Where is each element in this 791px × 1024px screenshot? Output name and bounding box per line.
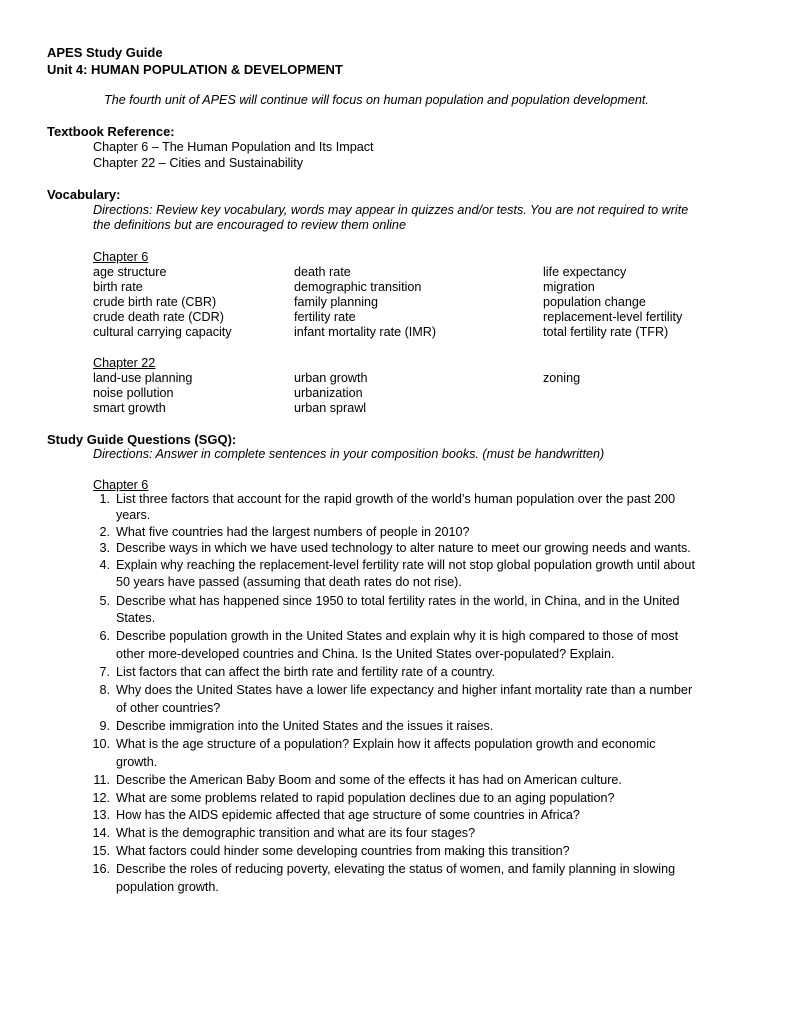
question-text: How has the AIDS epidemic affected that age structure of some countries in Africa? (116, 808, 580, 822)
question-number: 1. (99, 492, 110, 506)
question-number: 5. (99, 594, 110, 608)
vocabulary-directions-1: Directions: Review key vocabulary, words may appear in quizzes and/or tests. You are not required to write (93, 203, 689, 217)
vocab-term: smart growth (93, 401, 166, 415)
question-number: 13. (92, 808, 110, 822)
vocab-term: land-use planning (93, 371, 193, 385)
vocab-term: age structure (93, 265, 167, 279)
vocab-term: cultural carrying capacity (93, 325, 232, 339)
vocab-term: demographic transition (294, 280, 422, 294)
vocab-term: crude birth rate (CBR) (93, 295, 217, 309)
question-text: growth. (116, 755, 158, 769)
question-number: 7. (99, 665, 110, 679)
question-text: What is the demographic transition and what are its four stages? (116, 826, 476, 840)
vocab-chapter6-label: Chapter 6 (93, 250, 149, 264)
question-text: What factors could hinder some developing countries from making this transition? (116, 844, 570, 858)
textbook-chapter-22: Chapter 22 – Cities and Sustainability (93, 156, 304, 170)
vocab-term: death rate (294, 265, 351, 279)
vocabulary-heading: Vocabulary: (47, 187, 121, 202)
question-text: States. (116, 611, 156, 625)
vocab-term: noise pollution (93, 386, 174, 400)
textbook-chapter-6: Chapter 6 – The Human Population and Its Impact (93, 140, 374, 154)
vocab-term: replacement-level fertility (543, 310, 683, 324)
unit-intro: The fourth unit of APES will continue will focus on human population and population development. (104, 93, 649, 107)
vocab-term: urbanization (294, 386, 363, 400)
question-number: 8. (99, 683, 110, 697)
question-number: 10. (92, 737, 110, 751)
vocab-term: crude death rate (CDR) (93, 310, 224, 324)
unit-title: Unit 4: HUMAN POPULATION & DEVELOPMENT (47, 62, 343, 77)
vocab-term: birth rate (93, 280, 143, 294)
question-text: Describe immigration into the United States and the issues it raises. (116, 719, 494, 733)
vocab-term: total fertility rate (TFR) (543, 325, 669, 339)
vocab-chapter22-label: Chapter 22 (93, 356, 156, 370)
question-number: 11. (93, 773, 110, 787)
question-number: 4. (99, 558, 110, 572)
vocab-term: urban sprawl (294, 401, 367, 415)
question-number: 2. (99, 525, 110, 539)
vocab-term: life expectancy (543, 265, 627, 279)
vocab-term: migration (543, 280, 595, 294)
vocab-term: family planning (294, 295, 379, 309)
vocabulary-directions-2: the definitions but are encouraged to review them online (93, 218, 406, 232)
question-number: 14. (92, 826, 110, 840)
question-number: 3. (99, 541, 110, 555)
sgq-directions: Directions: Answer in complete sentences in your composition books. (must be handwritten) (93, 447, 605, 461)
vocab-term: fertility rate (294, 310, 356, 324)
sgq-heading: Study Guide Questions (SGQ): (47, 432, 237, 447)
question-text: Describe what has happened since 1950 to total fertility rates in the world, in China, and in the United (116, 594, 680, 608)
question-number: 15. (92, 844, 110, 858)
vocab-term: population change (543, 295, 646, 309)
question-text: List factors that can affect the birth rate and fertility rate of a country. (116, 665, 495, 679)
vocab-term: infant mortality rate (IMR) (294, 325, 437, 339)
doc-title: APES Study Guide (47, 45, 163, 60)
question-text: What five countries had the largest numbers of people in 2010? (116, 525, 470, 539)
question-number: 16. (92, 862, 110, 876)
vocab-term: zoning (543, 371, 581, 385)
question-number: 12. (92, 791, 110, 805)
question-text: Describe ways in which we have used technology to alter nature to meet our growing needs and wants. (116, 541, 691, 555)
question-text: List three factors that account for the rapid growth of the world’s human population over the past 200 (116, 492, 676, 506)
question-text: Describe the American Baby Boom and some of the effects it has had on American culture. (116, 773, 622, 787)
question-text: Describe the roles of reducing poverty, elevating the status of women, and family planning in slowing (116, 862, 676, 876)
question-number: 9. (99, 719, 110, 733)
textbook-heading: Textbook Reference: (47, 124, 175, 139)
question-text: Explain why reaching the replacement-level fertility rate will not stop global population growth until about (116, 558, 695, 572)
question-text: Describe population growth in the United States and explain why it is high compared to those of most (116, 629, 679, 643)
question-text: What is the age structure of a population? Explain how it affects population growth and economic (116, 737, 656, 751)
question-text: years. (116, 508, 151, 522)
question-text: What are some problems related to rapid population declines due to an aging population? (116, 791, 615, 805)
question-text: Why does the United States have a lower life expectancy and higher infant mortality rate than a number (116, 683, 693, 697)
question-text: 50 years have passed (assuming that death rates do not rise). (116, 575, 462, 589)
sgq-chapter-label: Chapter 6 (93, 478, 149, 492)
question-number: 6. (99, 629, 110, 643)
question-text: other more-developed countries and China. Is the United States over-populated? Explain. (116, 647, 615, 661)
question-text: of other countries? (116, 701, 221, 715)
question-text: population growth. (116, 880, 219, 894)
vocab-term: urban growth (294, 371, 368, 385)
